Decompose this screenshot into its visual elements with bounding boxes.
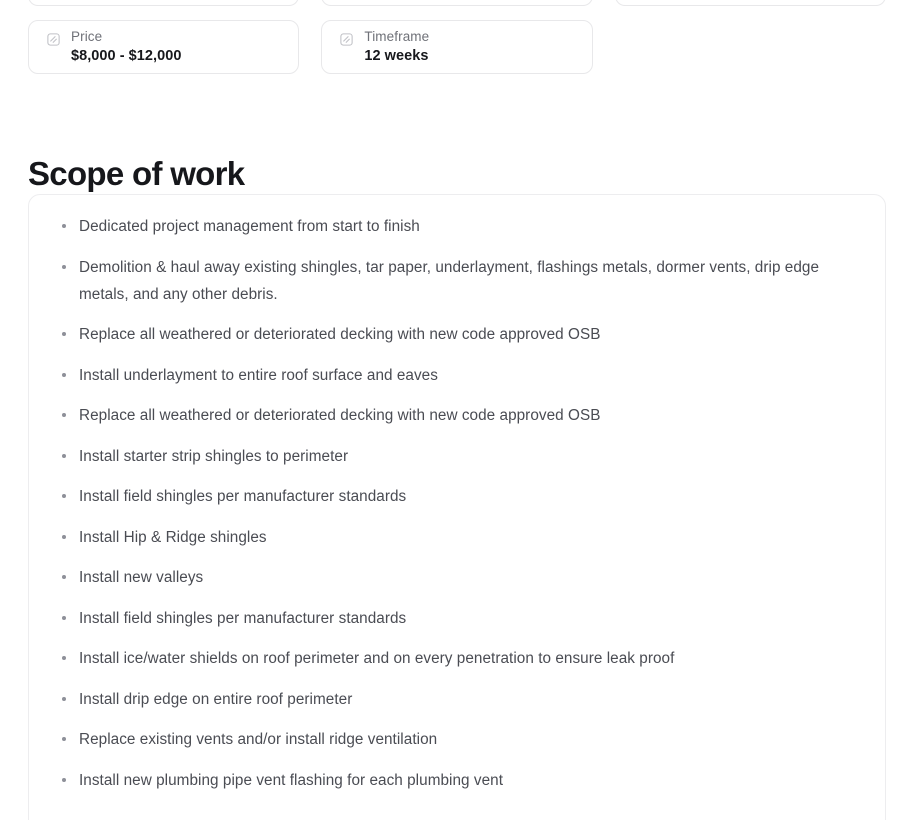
list-item bbox=[79, 726, 861, 753]
list-item-text: Install new plumbing pipe vent flashing for each plumbing vent bbox=[79, 771, 504, 789]
bullet-icon bbox=[62, 737, 66, 741]
list-item-text: Replace all weathered or deteriorated decking with new code approved OSB bbox=[79, 407, 601, 424]
list-item bbox=[79, 483, 861, 510]
bullet-icon bbox=[62, 778, 66, 782]
meta-card-timeframe-label: Timeframe bbox=[364, 29, 430, 44]
list-item bbox=[79, 254, 861, 308]
bullet-icon bbox=[62, 616, 66, 620]
list-item bbox=[79, 767, 861, 794]
list-item-text: Replace existing vents and/or install ridge ventilation bbox=[79, 731, 438, 748]
meta-card-price-value: $8,000 - $12,000 bbox=[71, 48, 182, 64]
bullet-icon bbox=[62, 697, 66, 701]
list-item-text: Demolition & haul away existing shingles, tar paper, underlayment, flashings metals, dormer vents, drip edge metals, and any other debris. bbox=[79, 258, 820, 303]
bullet-icon bbox=[62, 413, 66, 417]
list-item bbox=[79, 645, 861, 672]
bullet-icon bbox=[62, 373, 66, 377]
list-item-text: Install underlayment to entire roof surface and eaves bbox=[79, 366, 438, 384]
meta-card-timeframe bbox=[321, 20, 592, 74]
list-item bbox=[79, 686, 861, 713]
list-item bbox=[79, 402, 861, 429]
card-cutoff-1 bbox=[28, 0, 299, 6]
meta-card-timeframe-value: 12 weeks bbox=[364, 48, 429, 64]
price-tag-icon bbox=[46, 32, 61, 47]
list-item-text: Install ice/water shields on roof perimeter and on every penetration to ensure leak proof bbox=[79, 650, 675, 667]
meta-card-timeframe-text bbox=[364, 29, 429, 65]
previous-card-row-cutoff bbox=[28, 0, 886, 6]
bullet-icon bbox=[62, 265, 66, 269]
list-item-text: Install new valleys bbox=[79, 569, 204, 586]
bullet-icon bbox=[62, 224, 66, 228]
scope-of-work-list bbox=[53, 213, 861, 794]
list-item-text: Install Hip & Ridge shingles bbox=[79, 528, 267, 546]
list-item bbox=[79, 564, 861, 591]
calendar-icon bbox=[339, 32, 354, 47]
list-item bbox=[79, 443, 861, 470]
scope-of-work-card bbox=[28, 194, 886, 820]
card-cutoff-3 bbox=[615, 0, 886, 6]
bullet-icon bbox=[62, 656, 66, 660]
list-item-text: Install field shingles per manufacturer standards bbox=[79, 609, 407, 627]
list-item bbox=[79, 321, 861, 348]
page-title: Scope of work bbox=[28, 155, 245, 193]
bullet-icon bbox=[62, 494, 66, 498]
list-item-text: Dedicated project management from start to finish bbox=[79, 218, 420, 235]
meta-card-price bbox=[28, 20, 299, 74]
bullet-icon bbox=[62, 454, 66, 458]
list-item-text: Install starter strip shingles to perimeter bbox=[79, 447, 349, 465]
list-item bbox=[79, 524, 861, 551]
list-item bbox=[79, 605, 861, 632]
card-cutoff-2 bbox=[321, 0, 592, 6]
list-item-text: Install drip edge on entire roof perimeter bbox=[79, 690, 353, 708]
list-item-text: Install field shingles per manufacturer standards bbox=[79, 488, 407, 505]
bullet-icon bbox=[62, 535, 66, 539]
list-item-text: Replace all weathered or deteriorated decking with new code approved OSB bbox=[79, 326, 601, 343]
list-item bbox=[79, 362, 861, 389]
meta-card-empty-slot bbox=[615, 20, 886, 74]
meta-card-price-text bbox=[71, 29, 181, 65]
project-meta-row bbox=[28, 20, 886, 74]
meta-card-price-label: Price bbox=[71, 29, 103, 44]
bullet-icon bbox=[62, 332, 66, 336]
bullet-icon bbox=[62, 575, 66, 579]
list-item bbox=[79, 213, 861, 240]
